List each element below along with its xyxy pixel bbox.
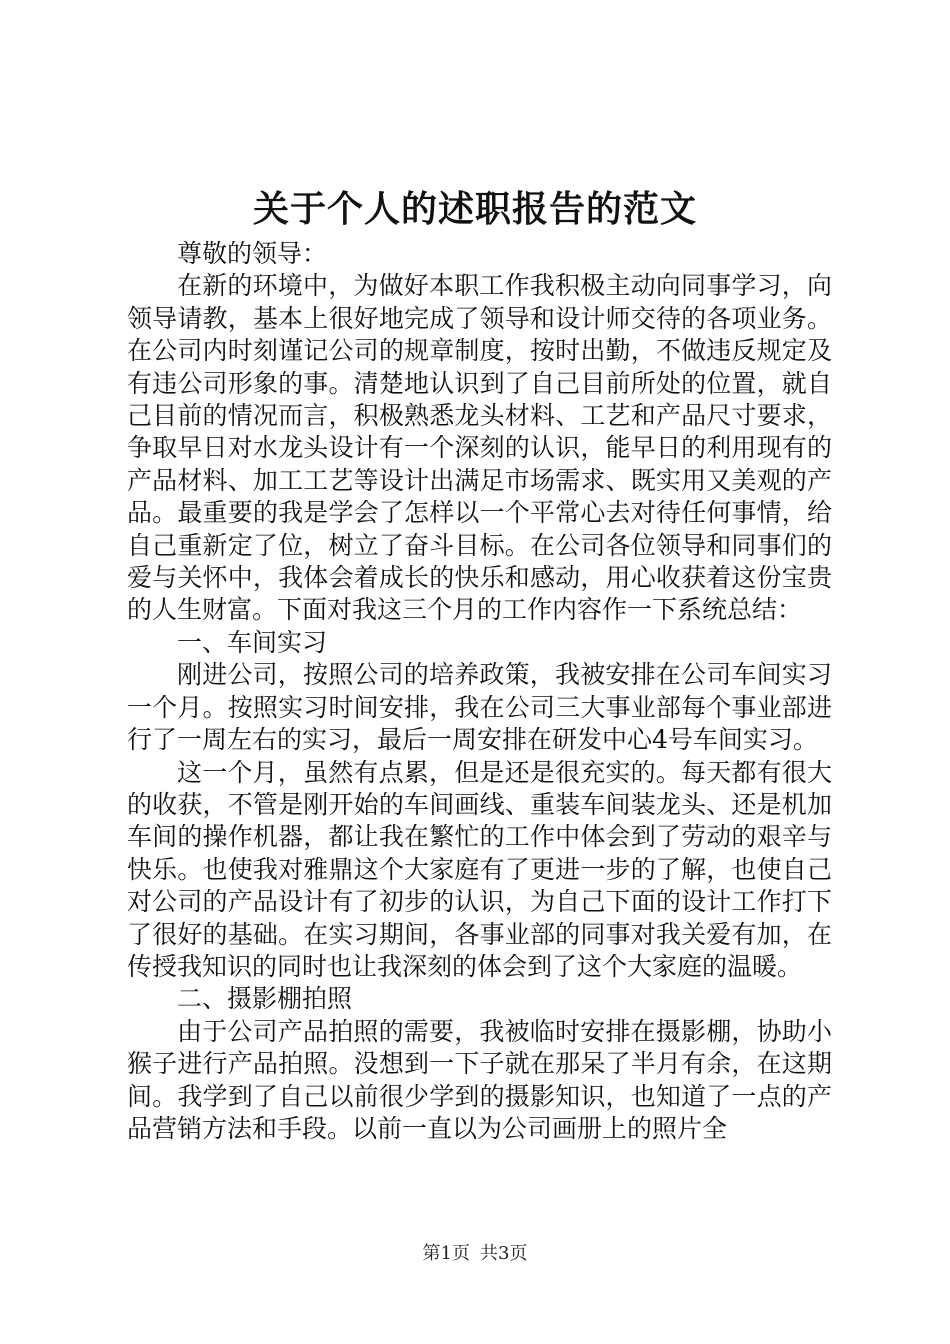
page-total: 共3页	[480, 1243, 528, 1264]
body-paragraph-intro: 在新的环境中，为做好本职工作我积极主动向同事学习，向领导请教，基本上很好地完成了领导和设计师交待的各项业务。在公司内时刻谨记公司的规章制度，按时出勤，不做违反规定及有违公司形象的事。清楚地认识到了自己目前所处的位置，就自己目前的情况而言，积极熟悉龙头材料、工艺和产品尺寸要求，争取早日对水龙头设计有一个深刻的认识，能早日的利用现有的产品材料、加工工艺等设计出满足市场需求、既实用又美观的产品。最重要的我是学会了怎样以一个平常心去对待任何事情，给自己重新定了位，树立了奋斗目标。在公司各位领导和同事们的爱与关怀中，我体会着成长的快乐和感动，用心收获着这份宝贵的人生财富。下面对我这三个月的工作内容作一下系统总结：	[127, 271, 832, 625]
body-paragraph-workshop-1: 刚进公司，按照公司的培养政策，我被安排在公司车间实习一个月。按照实习时间安排，我在公司三大事业部每个事业部进行了一周左右的实习，最后一周安排在研发中心4号车间实习。	[127, 660, 832, 755]
document-body	[127, 238, 832, 1145]
section-heading-workshop: 一、车间实习	[177, 627, 328, 657]
section-heading-studio: 二、摄影棚拍照	[177, 984, 353, 1014]
page-footer	[0, 1242, 950, 1266]
salutation: 尊敬的领导：	[177, 239, 328, 268]
page-number: 第1页	[422, 1243, 470, 1264]
body-paragraph-studio: 由于公司产品拍照的需要，我被临时安排在摄影棚，协助小猴子进行产品拍照。没想到一下子就在那呆了半月有余，在这期间。我学到了自己以前很少学到的摄影知识，也知道了一点的产品营销方法和手段。以前一直以为公司画册上的照片全	[127, 1016, 832, 1143]
body-paragraph-workshop-2: 这一个月，虽然有点累，但是还是很充实的。每天都有很大的收获，不管是刚开始的车间画线、重装车间装龙头、还是机加车间的操作机器，都让我在繁忙的工作中体会到了劳动的艰辛与快乐。也使我对雅鼎这个大家庭有了更进一步的了解，也使自己对公司的产品设计有了初步的认识，为自己下面的设计工作打下了很好的基础。在实习期间，各事业部的同事对我关爱有加，在传授我知识的同时也让我深刻的体会到了这个大家庭的温暖。	[127, 757, 832, 981]
document-title: 关于个人的述职报告的范文	[252, 188, 697, 230]
